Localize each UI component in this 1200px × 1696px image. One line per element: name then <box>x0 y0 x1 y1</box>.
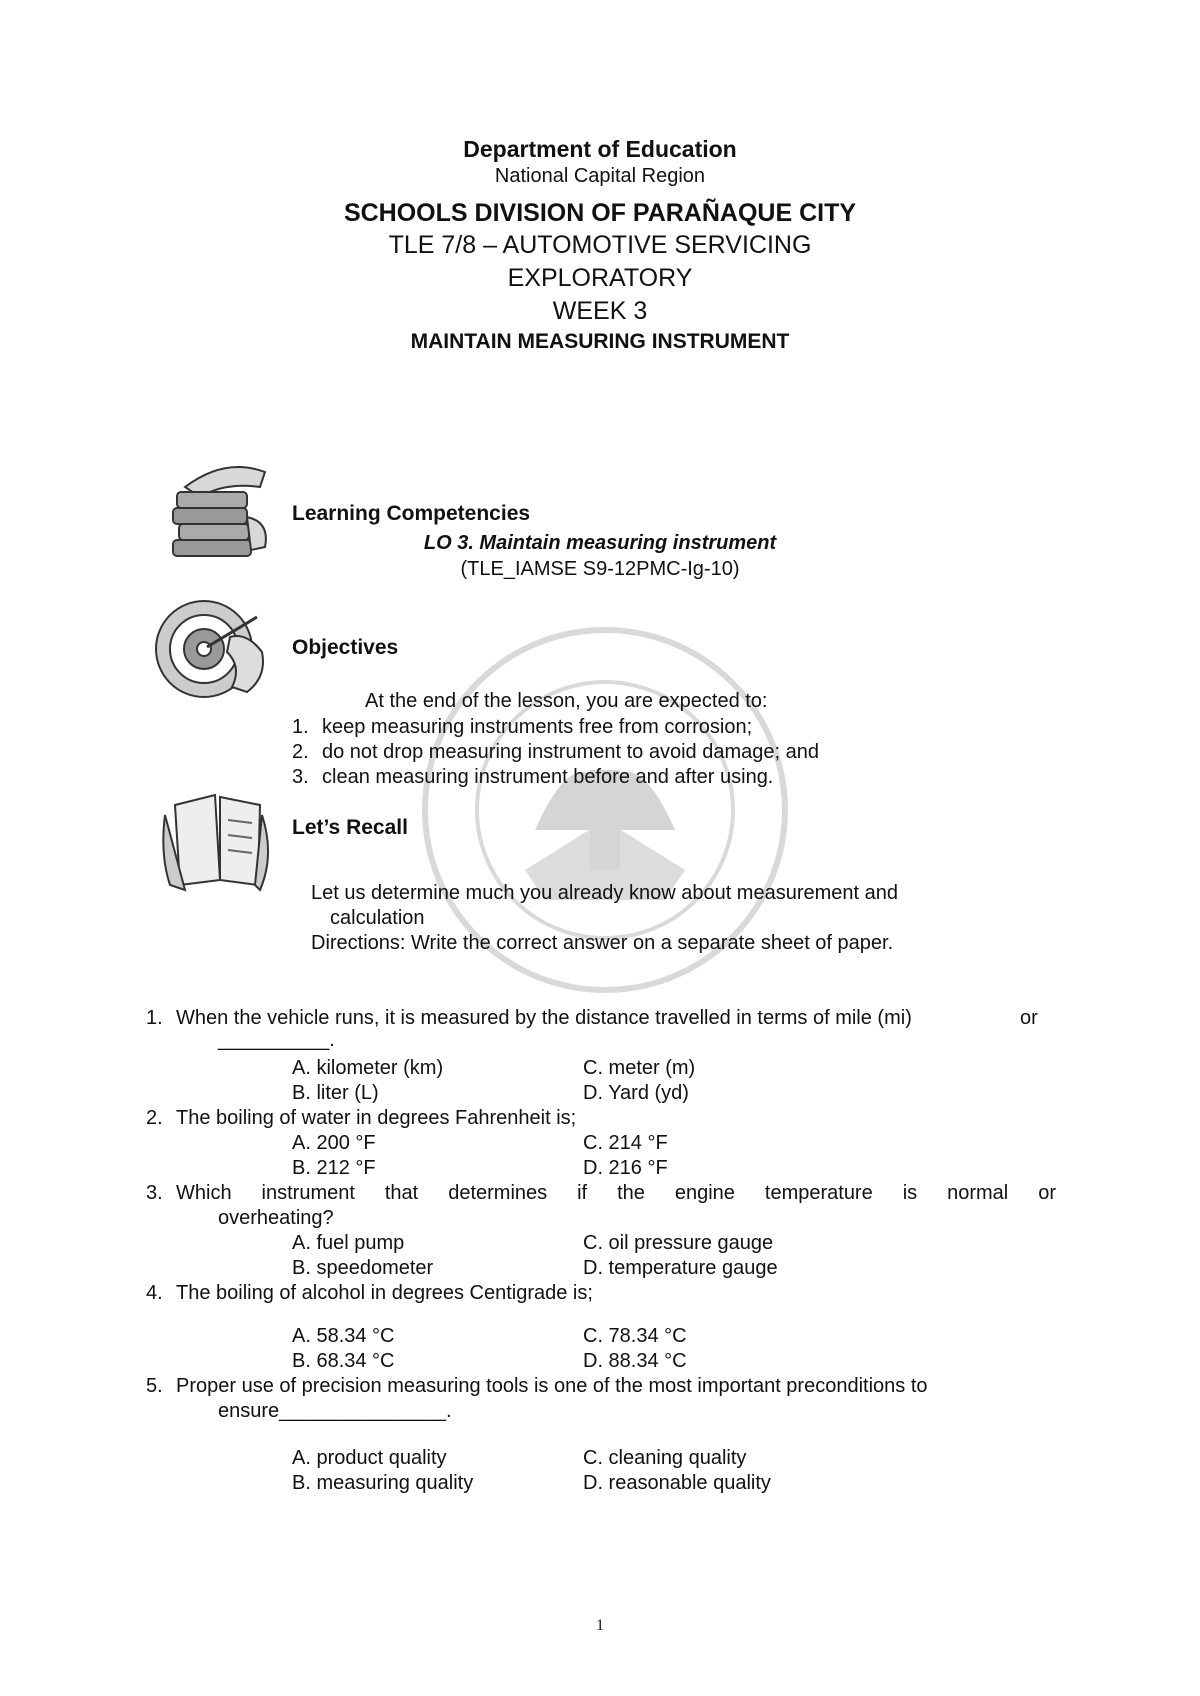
choice-a: A. kilometer (km) <box>292 1057 444 1079</box>
page-number: 1 <box>596 1617 604 1634</box>
choice-b: B. speedometer <box>292 1257 434 1279</box>
choice-b: B. liter (L) <box>292 1082 379 1104</box>
choice-c: C. meter (m) <box>583 1057 696 1079</box>
choice-d: D. 216 °F <box>583 1157 668 1179</box>
recall-heading: Let’s Recall <box>292 816 408 839</box>
choice-b: B. 212 °F <box>292 1157 376 1179</box>
question-4: 4. The boiling of alcohol in degrees Centigrade is; <box>146 1282 593 1304</box>
question-5: 5. Proper use of precision measuring tools is one of the most important preconditions to <box>146 1375 928 1397</box>
competencies-heading: Learning Competencies <box>292 502 531 525</box>
question-2: 2. The boiling of water in degrees Fahrenheit is; <box>146 1107 577 1129</box>
question-3-cont: overheating? <box>218 1207 334 1229</box>
objective-item: 2. do not drop measuring instrument to avoid damage; and <box>292 741 819 763</box>
topic-title: MAINTAIN MEASURING INSTRUMENT <box>410 330 790 353</box>
choice-c: C. oil pressure gauge <box>583 1232 774 1254</box>
choice-a: A. fuel pump <box>292 1232 405 1254</box>
division-title: SCHOOLS DIVISION OF PARAÑAQUE CITY <box>343 199 857 227</box>
competency-code: (TLE_IAMSE S9-12PMC-Ig-10) <box>460 558 740 580</box>
subject-title: TLE 7/8 – AUTOMOTIVE SERVICING <box>388 231 812 259</box>
objectives-intro: At the end of the lesson, you are expected to: <box>365 690 768 712</box>
choice-a: A. product quality <box>292 1447 447 1469</box>
objective-item: 1. keep measuring instruments free from corrosion; <box>292 716 753 738</box>
objective-item: 3. clean measuring instrument before and after using. <box>292 766 774 788</box>
objectives-heading: Objectives <box>292 636 399 659</box>
choice-d: D. Yard (yd) <box>583 1082 689 1104</box>
question-3: 3. Which instrument that determines if the engine temperature is normal or <box>146 1182 1056 1204</box>
choice-a: A. 58.34 °C <box>292 1325 395 1347</box>
region-label: National Capital Region <box>494 165 706 187</box>
question-1: 1. When the vehicle runs, it is measured by the distance travelled in terms of mile (mi) <box>146 1007 912 1029</box>
choice-b: B. 68.34 °C <box>292 1350 395 1372</box>
week-title: WEEK 3 <box>552 297 648 325</box>
choice-b: B. measuring quality <box>292 1472 474 1494</box>
choice-c: C. 214 °F <box>583 1132 668 1154</box>
choice-d: D. reasonable quality <box>583 1472 771 1494</box>
target-dart-icon <box>152 597 282 702</box>
question-5-cont: ensure_______________. <box>218 1400 452 1422</box>
recall-intro-cont: calculation <box>330 907 425 929</box>
question-1-tail: or <box>1020 1007 1038 1029</box>
choice-c: C. 78.34 °C <box>583 1325 687 1347</box>
question-1-blank: __________. <box>218 1029 335 1051</box>
lo-text: LO 3. Maintain measuring instrument <box>423 532 777 554</box>
open-book-icon <box>160 785 280 895</box>
choice-d: D. 88.34 °C <box>583 1350 687 1372</box>
choice-c: C. cleaning quality <box>583 1447 747 1469</box>
recall-intro: Let us determine much you already know about measurement and <box>311 882 899 904</box>
choice-d: D. temperature gauge <box>583 1257 778 1279</box>
type-title: EXPLORATORY <box>507 264 693 292</box>
recall-directions: Directions: Write the correct answer on a separate sheet of paper. <box>311 932 894 954</box>
department-title: Department of Education <box>463 136 737 162</box>
choice-a: A. 200 °F <box>292 1132 376 1154</box>
